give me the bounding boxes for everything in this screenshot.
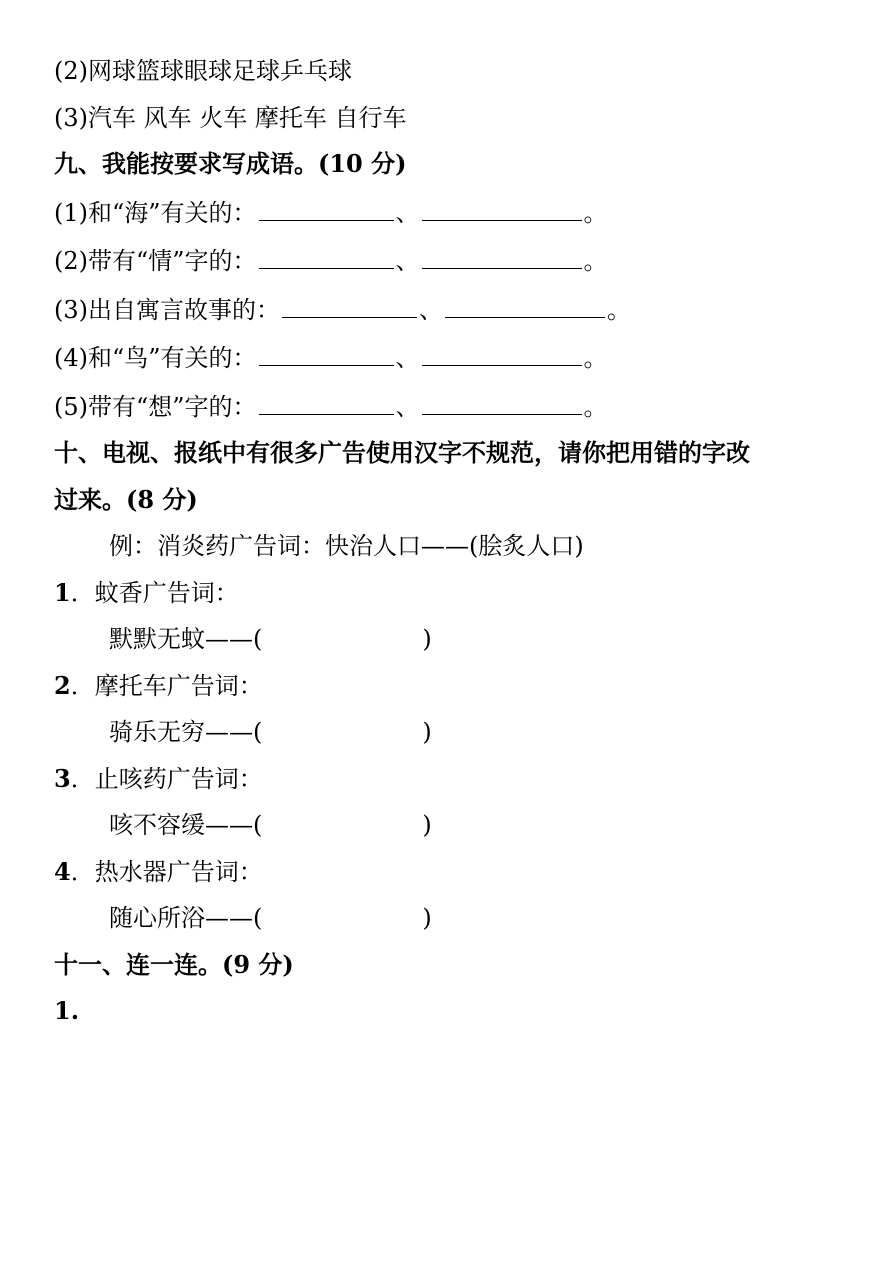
section10-answer-row-2 [54, 717, 854, 747]
answer-blank[interactable] [445, 293, 605, 318]
section10-question-2 [54, 671, 854, 701]
section10-answer-row-1 [54, 624, 854, 654]
question-number: 2 [54, 670, 71, 700]
answer-blank[interactable] [422, 390, 582, 415]
question-label: (2)带有“情”字的： [54, 247, 257, 275]
section9-question-4 [54, 341, 854, 373]
section10-answer-row-4 [54, 903, 854, 933]
question-label: ．热水器广告词： [70, 857, 263, 886]
close-paren: ) [422, 718, 432, 746]
ad-phrase: 骑乐无穷——( [109, 718, 263, 746]
answer-blank[interactable] [422, 244, 582, 269]
close-paren: ) [422, 904, 432, 932]
question-number: 1 [54, 577, 71, 607]
question-label: (5)带有“想”字的： [54, 392, 257, 421]
end-mark: 。 [583, 344, 608, 372]
separator: 、 [395, 198, 420, 227]
end-mark: 。 [583, 392, 608, 421]
section8-item-3: (3)汽车 风车 火车 摩托车 自行车 [54, 103, 407, 132]
end-mark: 。 [583, 198, 608, 227]
answer-blank[interactable] [422, 341, 582, 366]
answer-blank[interactable] [259, 390, 394, 415]
section9-question-2 [54, 244, 854, 276]
close-paren: ) [422, 811, 432, 839]
end-mark: 。 [583, 247, 608, 275]
question-label: ．蚊香广告词： [70, 578, 239, 607]
section9-question-1 [54, 196, 854, 228]
section9-question-3 [54, 293, 854, 325]
separator: 、 [395, 392, 420, 421]
ad-phrase: 随心所浴——( [109, 904, 263, 932]
section10-question-4 [54, 857, 854, 887]
section9-heading: 九、我能按要求写成语。(10 分) [54, 149, 407, 178]
question-label: ．摩托车广告词： [70, 671, 263, 700]
answer-blank[interactable] [259, 341, 394, 366]
section11-item-1: 1. [54, 996, 80, 1025]
section10-question-1 [54, 578, 854, 608]
question-label: ．止咳药广告词： [70, 764, 263, 793]
answer-blank[interactable] [282, 293, 417, 318]
question-number: 4 [54, 856, 71, 886]
answer-blank[interactable] [422, 196, 582, 221]
section10-heading-line1: 十、电视、报纸中有很多广告使用汉字不规范，请你把用错的字改 [54, 438, 750, 467]
ad-phrase: 咳不容缓——( [109, 811, 263, 839]
section11-heading: 十一、连一连。(9 分) [54, 949, 294, 979]
end-mark: 。 [607, 295, 631, 324]
worksheet-page [54, 56, 854, 1026]
question-label: (3)出自寓言故事的： [54, 295, 280, 324]
section10-example: 例：消炎药广告词：快治人口——(脍炙人口) [109, 532, 584, 560]
answer-blank[interactable] [259, 244, 394, 269]
separator: 、 [395, 247, 420, 275]
section9-question-5 [54, 390, 854, 422]
section10-question-3 [54, 764, 854, 794]
question-label: (4)和“鸟”有关的： [54, 344, 257, 372]
question-label: (1)和“海”有关的： [54, 198, 257, 227]
question-number: 3 [54, 763, 71, 793]
separator: 、 [419, 295, 443, 324]
answer-blank[interactable] [259, 196, 394, 221]
section10-answer-row-3 [54, 810, 854, 840]
separator: 、 [395, 344, 420, 372]
ad-phrase: 默默无蚊——( [109, 625, 263, 653]
close-paren: ) [422, 625, 432, 653]
section8-item-2: (2)网球篮球眼球足球乒乓球 [54, 57, 352, 85]
section10-heading-line2: 过来。(8 分) [54, 484, 198, 514]
